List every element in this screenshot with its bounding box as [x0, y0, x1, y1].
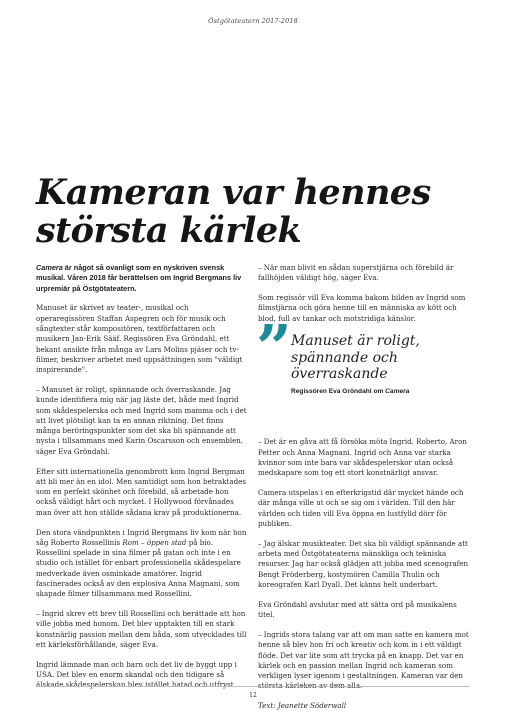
film-title: Rom – öppen stad [122, 537, 187, 547]
article-headline: Kameran var hennes största kärlek [36, 172, 431, 251]
right-column [258, 263, 469, 721]
body-paragraph: – Ingrid skrev ett brev till Rossellini och berättade att hon ville jobba med honom. Det blev upptakten till en stark konstnärlig passion mellan dem båda, som utvecklades till ett kärleksförhållande, säger Eva. [36, 609, 247, 649]
body-paragraph: – Ingrids stora talang var att om man satte en kamera mot henne så blev hon fri och kreativ och kom in i ett väldigt flöde. Det var lite som att trycka på en knapp. Det var en kärlek och en passion mellan Ingrid och kameran som verkligen lyser igenom i gestaltningen. Kameran var den största kärleken av dem alla. [258, 629, 469, 691]
quote-mark-icon: ” [256, 311, 292, 385]
body-paragraph: Efter sitt internationella genombrott kom Ingrid Bergman att bli mer än en idol. Men samtidigt som hon betraktades som en perfekt skönhet och förebild, så arbetade hon också väldigt hårt och mycket. I Hollywood förvånades man över att hon ställde sådana krav på produktionerna. [36, 466, 247, 517]
body-paragraph: – Manuset är roligt, spännande och överraskande. Jag kunde identifiera mig när jag läste det, både med Ingrid som skådespelerska och med Ingrid som mamma och i det att livet plötsligt kan ta en annan riktning. Det finns många beröringspunkter som det ska bli spännande att nysta i tillsammans med Karin Oscarsson och ensemblen, säger Eva Gröndahl. [36, 384, 247, 456]
body-paragraph: – När man blivit en sådan superstjärna och förebild är fallhöjden väldigt hög, säger Eva. [258, 263, 454, 283]
body-paragraph: Eva Gröndahl avslutar med att sätta ord på musikalens titel. [258, 599, 457, 620]
body-text: på bio. Rossellini spelade in sina filmer på gatan och inte i en studio och istället för enbart professionella skådespelare medverkade även osminkade amatörer. Ingrid fascinerades också av den explosiva Anna Magnani, som skapade filmer tillsammans med Rossellini. [36, 537, 241, 599]
body-paragraph: – Det är en gåva att få försöka möta Ingrid, Roberto, Aron Petter och Anna Magnani. Ingrid och Anna var starka kvinnor som inte bara var skådespelerskor utan också medskapare som tog ett stort konstnärligt ansvar. [258, 437, 467, 478]
body-paragraph: Camera utspelas i en efterkrigstid där mycket hände och där många ville ut och se sig om i världen. Till den här världen och tiden vill Eva öppna en lustfylld dörr för publiken. [258, 488, 464, 529]
body-paragraph: Manuset är skrivet av teater-, musikal och operaregissören Staffan Aspegren och för musik och sångtexter står kompositören, textförfattaren och musikern Jan-Erik Sääf. Regissören Eva Gröndahl, ett bekant ansikte från många av Lars Molins pjäser och tv-filmer, beskriver arbetet med uppsättningen som "väldigt inspirerande". [36, 303, 243, 375]
body-paragraph: – Jag älskar musikteater. Det ska bli väldigt spännande att arbeta med Östgötateaterns mänskliga och tekniska resurser. Jag har också glädjen att jobba med scenografen Bengt Fröderberg, kostymören Camilla Thulin och koreografen Karl Dyall. Det känns helt underbart. [258, 538, 469, 590]
credit-title: Camera [385, 387, 410, 395]
left-column [36, 263, 247, 700]
footer-divider [36, 686, 470, 687]
body-paragraph [36, 528, 247, 600]
page-number: 12 [249, 692, 257, 699]
lead-title-camera: Camera [36, 263, 63, 272]
body-paragraph: Ingrid lämnade man och barn och det liv de byggt upp i USA. Det blev en enorm skandal och den tidigare så älskade skådespelerskan blev istället hatad och utfryst. [36, 659, 237, 690]
credit-text: Regissören Eva Gröndahl om [291, 387, 386, 395]
running-header: Östgötateatern 2017-2018 [208, 17, 298, 25]
byline: Text: Jeanette Söderwall [258, 701, 347, 711]
lead-text: är något så ovanligt som en nyskriven svensk musikal. Våren 2018 får berättelsen om Ingrid Bergmans liv urpremiär på Östgötateatern. [36, 263, 242, 293]
body-paragraph: Som regissör vill Eva komma bakom bilden av Ingrid som filmstjärna och göra henne till en människa av kött och blod, full av tankar och motstridiga känslor. [258, 293, 466, 323]
lead-paragraph [36, 263, 247, 294]
pull-quote-credit [291, 387, 469, 397]
pull-quote-text: Manuset är roligt, spännande och överraskande [291, 333, 420, 383]
body-text: Den stora vändpunkten i Ingrid Bergmans liv kom när hon såg Roberto Rossellinis [36, 527, 247, 547]
pull-quote [256, 311, 469, 423]
